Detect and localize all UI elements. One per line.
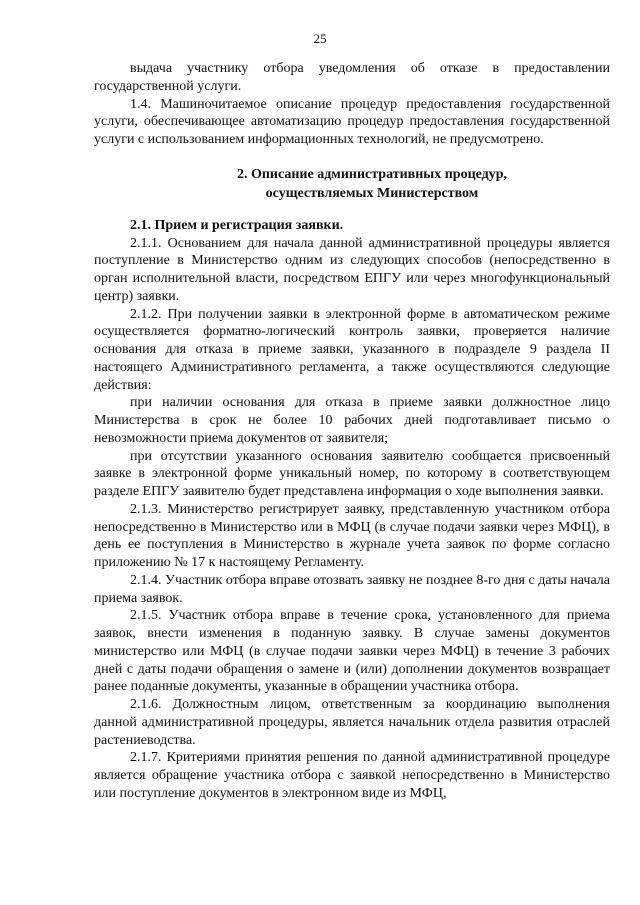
- paragraph-2-1-4: 2.1.4. Участник отбора вправе отозвать заявку не позднее 8-го дня с даты начала приема заявок.: [94, 572, 610, 606]
- paragraph-2-1-2: 2.1.2. При получении заявки в электронной форме в автоматическом режиме осуществляется форматно-логический контроль заявки, проверяется наличие основания для отказа в приеме заявки, указанного в подразделе 9 раздела II настоящего Административного регламента, а также осуществляются следующие действия:: [94, 306, 610, 393]
- page-number: 25: [313, 31, 327, 46]
- paragraph-2-1-7: 2.1.7. Критериями принятия решения по данной административной процедуре является обращение участника отбора с заявкой непосредственно в Министерство или поступление документов в электронном виде из МФЦ,: [94, 750, 610, 801]
- paragraph-2-1-6: 2.1.6. Должностным лицом, ответственным за координацию выполнения данной административной процедуры, является начальник отдела развития отраслей растениеводства.: [94, 697, 610, 748]
- paragraph-no-grounds: при отсутствии указанного основания заявителю сообщается присвоенный заявке в электронной форме уникальный номер, по которому в соответствующем разделе ЕПГУ заявителю будет представлена информация о ходе выполнения заявки.: [94, 448, 610, 499]
- paragraph-refusal-grounds: при наличии основания для отказа в приеме заявки должностное лицо Министерства в срок не более 10 рабочих дней подготавливает письмо о невозможности приема документов от заявителя;: [94, 395, 610, 446]
- section-heading-line-2: осуществляемых Министерством: [265, 185, 479, 201]
- paragraph-continuation: выдача участнику отбора уведомления об отказе в предоставлении государственной услуги.: [94, 61, 610, 94]
- section-heading: [94, 165, 610, 203]
- paragraph-2-1-3: 2.1.3. Министерство регистрирует заявку, представленную участником отбора непосредственно в Министерство или в МФЦ (в случае подачи заявки через МФЦ), в день ее поступления в Министерство в журнале учета заявок по форме согласно приложению № 17 к настоящему Регламенту.: [94, 501, 610, 570]
- paragraph-2-1-5: 2.1.5. Участник отбора вправе в течение срока, установленного для приема заявок, внести изменения в поданную заявку. В случае замены документов министерство или МФЦ (в случае подачи заявки через МФЦ) в течение 3 рабочих дней с даты подачи обращения о замене и (или) дополнении документов возвращает ранее поданные документы, указанные в обращении участника отбора.: [94, 608, 610, 695]
- paragraph-2-1-1: 2.1.1. Основанием для начала данной административной процедуры является поступление в Министерство одним из следующих способов (непосредственно в орган исполнительной власти, посредством ЕПГУ или через многофункциональный центр) заявки.: [94, 235, 610, 304]
- section-heading-line-1: 2. Описание административных процедур,: [236, 166, 508, 182]
- subsection-heading: 2.1. Прием и регистрация заявки.: [130, 217, 344, 233]
- paragraph-1-4: 1.4. Машиночитаемое описание процедур предоставления государственной услуги, обеспечивающее автоматизацию процедур предоставления государственной услуги с использованием информационных технологий, не предусмотрено.: [94, 96, 610, 147]
- document-body: [94, 60, 610, 803]
